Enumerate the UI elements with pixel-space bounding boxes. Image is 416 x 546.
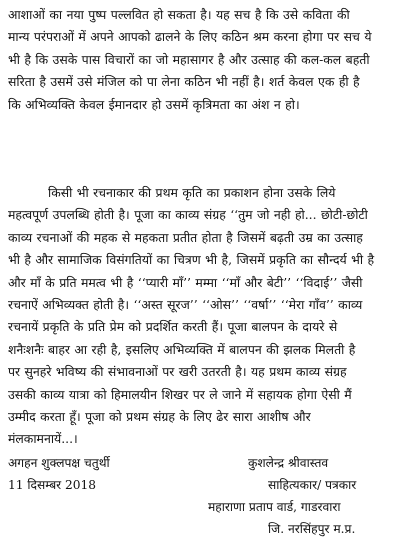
paragraph-line: किसी भी रचनाकार की प्रथम कृति का प्रकाशन होना उसके लिये	[48, 185, 336, 200]
address-line-1: महाराणा प्रताप वार्ड, गाडरवारा	[208, 500, 341, 514]
paragraph-line: और माँ के प्रति ममत्व भी है ‘‘प्यारी माँ’’ मम्मा ‘‘माँ और बेटी’’ ‘‘विदाई’’ जैसी	[8, 274, 363, 290]
address-line-2: जि. नरसिंहपुर म.प्र.	[268, 522, 356, 536]
paragraph-line: सरिता है उसमें उसे मंजिल को पा लेना कठिन भी नहीं है। शर्त केवल एक ही है	[8, 74, 360, 90]
paragraph-2	[8, 182, 408, 451]
paragraph-line: रचनायें प्रकृति के प्रति प्रेम को प्रदर्शित करती हैं। पूजा बालपन के दायरे से	[8, 319, 338, 335]
paragraph-line: कि अभिव्यक्ति केवल ईमानदार हो उसमें कृत्रिमता का अंश न हो।	[8, 96, 300, 112]
paragraph-line: उसकी काव्य यात्रा को हिमालयीन शिखर पर ले जाने में सहायक होगा ऐसी मैं	[8, 386, 352, 402]
hindi-calendar-date: अगहन शुक्लपक्ष चतुर्थी	[8, 456, 110, 470]
paragraph-line: शनैःशनैः बाहर आ रही है, इसलिए अभिव्यक्ति में बालपन की झलक मिलती है	[8, 341, 356, 357]
author-title: साहित्यकार/ पत्रकार	[268, 478, 357, 492]
signoff-block	[8, 452, 410, 542]
author-name: कुशलेन्द्र श्रीवास्तव	[248, 456, 329, 470]
paragraph-line: मंलकामनायें...।	[8, 431, 78, 447]
document-page	[8, 4, 410, 542]
paragraph-line: मान्य परंपराओं में अपने आपको ढालने के लिए कठिन श्रम करना होगा पर सच ये	[8, 29, 372, 45]
paragraph-line: भी है कि उसके पास विचारों का जो महासागर है और उत्साह की कल-कल बहती	[8, 51, 370, 67]
paragraph-line: उम्मीद करता हूँ। पूजा को प्रथम संग्रह के लिए ढेर सारा आशीष और	[8, 409, 311, 425]
paragraph-line: आशाओं का नया पुष्प पल्लवित हो सकता है। यह सच है कि उसे कविता की	[8, 7, 350, 22]
signoff-author-block	[208, 452, 413, 540]
paragraph-line: महत्वपूर्ण उपलब्धि होती है। पूजा का काव्य संग्रह ‘‘तुम जो नही हो... छोटी-छोटी	[8, 207, 368, 223]
paragraph-1	[8, 4, 408, 116]
gregorian-date: 11 दिसम्बर 2018	[8, 478, 97, 492]
signoff-date-block	[8, 452, 188, 496]
paragraph-line: काव्य रचनाओं की महक से महकता प्रतीत होता है जिसमें बढ़ती उम्र का उत्साह	[8, 229, 363, 245]
paragraph-line: रचनाऐं अभिव्यक्त होती है। ‘‘अस्त सूरज’’ ‘‘ओस’’ ‘‘वर्षा’’ ‘‘मेरा गाँव’’ काव्य	[8, 297, 363, 313]
paragraph-line: पर सुनहरे भविष्य की संभावनाओं पर खरी उतरती है। यह प्रथम काव्य संग्रह	[8, 364, 347, 380]
paragraph-line: भी है और सामाजिक विसंगतियों का चित्रण भी है, जिसमें प्रकृति का सौन्दर्य भी है	[8, 252, 375, 268]
